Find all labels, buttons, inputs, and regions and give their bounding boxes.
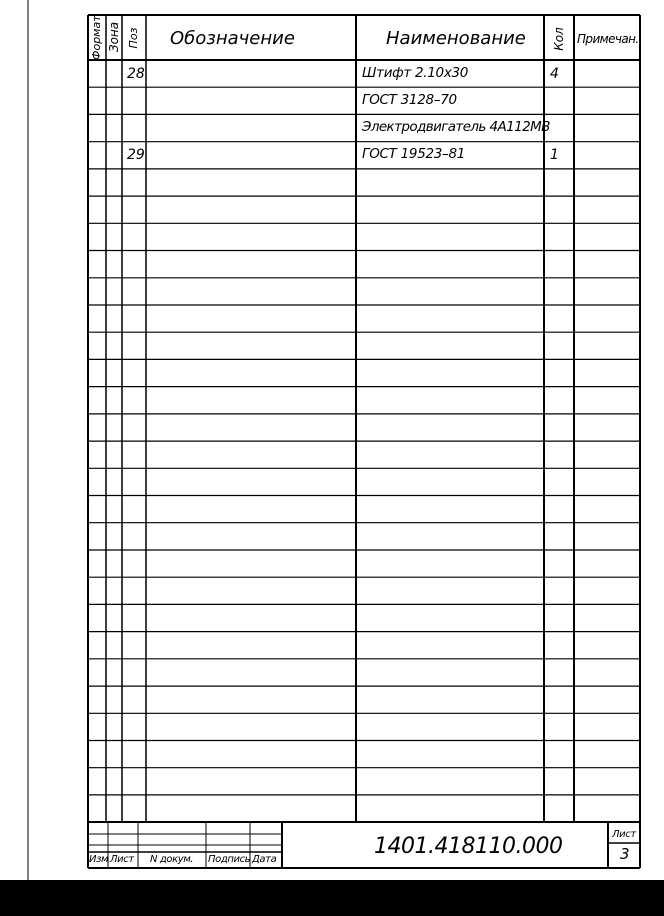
row-name: ГОСТ 19523–81 (362, 146, 466, 162)
row-qty: 1 (550, 147, 559, 163)
title-block-izm: Изм (89, 854, 109, 865)
column-header-designation: Обозначение (170, 28, 295, 49)
title-block-ndokum: N докум. (150, 854, 194, 865)
column-header-name: Наименование (386, 28, 526, 49)
row-pos: 29 (127, 147, 145, 163)
column-header-format: Формат (90, 15, 103, 60)
column-header-qty: Кол (552, 27, 566, 51)
sheet-number: 3 (620, 845, 630, 863)
row-name: Электродвигатель 4А112МВ (362, 119, 550, 135)
title-block-data: Дата (252, 854, 277, 865)
column-header-pos: Поз (127, 27, 140, 49)
title-block-list: Лист (110, 854, 134, 865)
column-header-zone: Зона (107, 21, 121, 53)
row-name: ГОСТ 3128–70 (362, 92, 457, 108)
row-pos: 28 (127, 66, 145, 82)
row-qty: 4 (550, 66, 559, 82)
sheet-label: Лист (612, 829, 636, 840)
column-header-note: Примечан. (577, 32, 639, 46)
row-name: Штифт 2.10х30 (362, 65, 469, 81)
document-number: 1401.418110.000 (374, 834, 563, 859)
title-block-podpis: Подпись (208, 854, 251, 865)
